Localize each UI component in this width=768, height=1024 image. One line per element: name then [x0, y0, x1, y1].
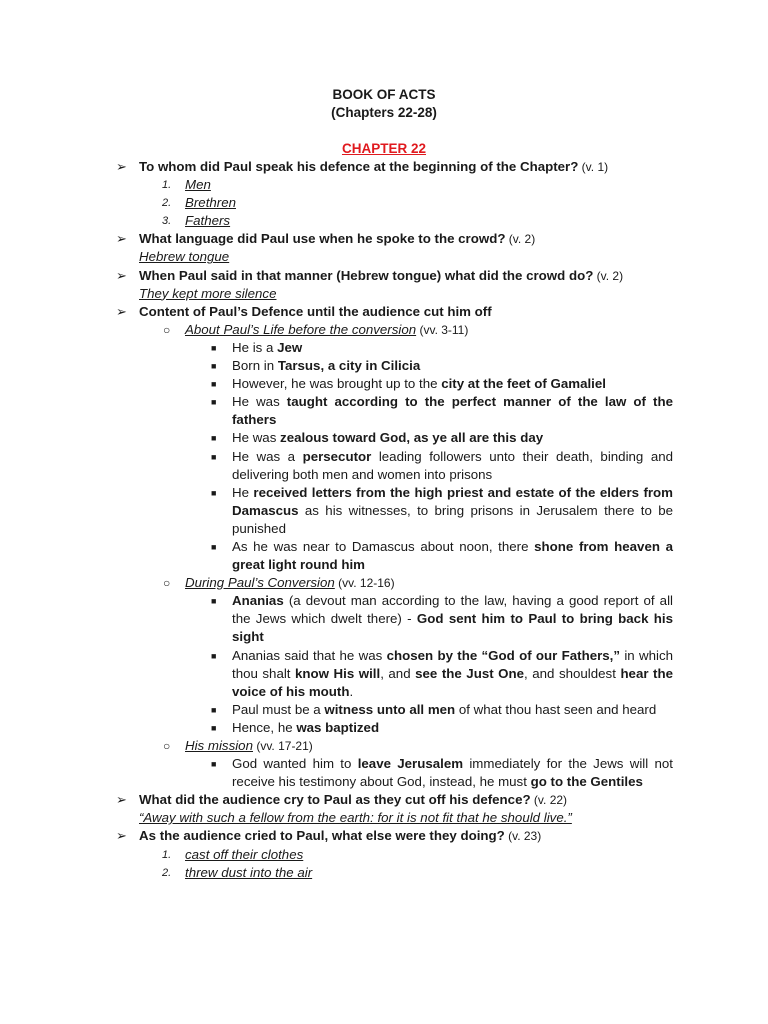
- bold-text: As the audience cried to Paul, what else were they doing?: [139, 828, 505, 844]
- body-text: Born in: [232, 358, 278, 374]
- list-number: 1.: [162, 848, 172, 861]
- chapter-heading: CHAPTER 22: [341, 141, 427, 156]
- list-number: 2.: [162, 197, 172, 210]
- bullet-item: [0, 719, 768, 737]
- bold-text: was baptized: [296, 719, 380, 735]
- answer-text: “Away with such a fellow from the earth: for it is not fit that he should live.”: [139, 810, 572, 826]
- answer-text: Brethren: [185, 195, 236, 211]
- bullet-item: [0, 484, 768, 538]
- bold-text: To whom did Paul speak his defence at the beginning of the Chapter?: [139, 159, 579, 174]
- arrow-bullet-icon: ➢: [116, 231, 127, 247]
- bullet-item: [0, 448, 768, 484]
- bullet-item: [0, 647, 768, 701]
- verse-reference: (v. 23): [504, 829, 542, 844]
- question-item: [0, 827, 768, 845]
- bullet-item: [0, 592, 768, 646]
- circle-bullet-icon: ○: [163, 576, 171, 591]
- square-bullet-icon: ■: [211, 487, 217, 498]
- section-item: [0, 321, 768, 339]
- question-item: [0, 158, 768, 176]
- bold-text: know His will: [295, 665, 381, 681]
- bullet-item: [0, 701, 768, 719]
- section-item: [0, 574, 768, 592]
- verse-reference: (vv. 17-21): [252, 739, 313, 753]
- bold-text: hear the voice of his mouth: [232, 665, 673, 699]
- arrow-bullet-icon: ➢: [116, 792, 127, 808]
- answer-text: Men: [185, 177, 211, 193]
- circle-bullet-icon: ○: [163, 739, 171, 753]
- bullet-item: [0, 393, 768, 429]
- bullet-item: [0, 429, 768, 447]
- bullet-item: [0, 755, 768, 791]
- body-text: in which thou shalt: [232, 647, 673, 681]
- bold-text: When Paul said in that manner (Hebrew tongue) what did the crowd do?: [139, 267, 594, 283]
- body-text: He: [232, 484, 254, 500]
- body-text: as his witnesses, to bring prisons in Jerusalem there to be punished: [232, 502, 673, 536]
- body-text: God wanted him to: [232, 756, 358, 772]
- question-item: [0, 791, 768, 809]
- square-bullet-icon: ■: [211, 397, 217, 408]
- arrow-bullet-icon: ➢: [116, 267, 127, 283]
- square-bullet-icon: ■: [211, 596, 217, 607]
- numbered-answer: [0, 846, 768, 864]
- bold-text: Content of Paul’s Defence until the audience cut him off: [139, 303, 492, 319]
- numbered-answer: [0, 864, 768, 882]
- body-text: of what thou hast seen and heard: [455, 701, 657, 717]
- bold-text: God sent him to Paul to bring back his sight: [232, 611, 673, 645]
- list-number: 1.: [162, 179, 172, 192]
- bold-text: Ananias: [232, 593, 284, 609]
- document-subtitle: (Chapters 22-28): [331, 105, 437, 120]
- bold-text: taught according to the perfect manner of the law of the fathers: [232, 394, 673, 428]
- bold-text: Tarsus, a city in Cilicia: [277, 358, 421, 374]
- bold-text: chosen by the “God of our Fathers,”: [386, 647, 621, 663]
- square-bullet-icon: ■: [211, 361, 217, 372]
- verse-reference: (vv. 3-11): [416, 322, 469, 337]
- answer-text: Hebrew tongue: [139, 249, 230, 265]
- outline-content: [0, 158, 768, 882]
- list-number: 3.: [162, 215, 172, 228]
- arrow-bullet-icon: ➢: [116, 159, 127, 174]
- verse-reference: (v. 2): [505, 232, 536, 247]
- body-text: , and shouldest: [524, 665, 621, 681]
- square-bullet-icon: ■: [211, 433, 217, 444]
- answer-text: cast off their clothes: [185, 846, 304, 862]
- verse-reference: (v. 22): [530, 793, 568, 808]
- bold-text: What did the audience cry to Paul as they cut off his defence?: [139, 792, 531, 808]
- square-bullet-icon: ■: [211, 541, 217, 552]
- section-item: [0, 737, 768, 755]
- body-text: He was a: [232, 448, 303, 464]
- numbered-answer: [0, 194, 768, 212]
- body-text: leading followers unto their death, binding and delivering both men and women into prisons: [232, 448, 674, 482]
- body-text: Hence, he: [232, 719, 297, 735]
- document-title: BOOK OF ACTS: [332, 87, 436, 102]
- body-text: Paul must be a: [232, 701, 325, 717]
- body-text: immediately for the Jews will not receive his testimony about God, instead, he must: [232, 756, 673, 790]
- bold-text: go to the Gentiles: [530, 774, 643, 790]
- body-text: He was: [232, 394, 287, 410]
- bullet-item: [0, 375, 768, 393]
- bullet-item: [0, 538, 768, 574]
- square-bullet-icon: ■: [211, 342, 217, 353]
- bullet-item: [0, 357, 768, 375]
- body-text: He was: [232, 430, 281, 446]
- body-text: However, he was brought up to the: [232, 376, 442, 392]
- verse-reference: (v. 1): [578, 160, 609, 174]
- bold-text: Jew: [277, 339, 303, 355]
- verse-reference: (v. 2): [593, 268, 624, 283]
- answer-text: threw dust into the air: [185, 864, 313, 880]
- bold-text: What language did Paul use when he spoke to the crowd?: [139, 231, 506, 247]
- answer-text: They kept more silence: [139, 285, 277, 301]
- arrow-bullet-icon: ➢: [116, 303, 127, 319]
- question-item: [0, 267, 768, 285]
- body-text: .: [349, 683, 354, 699]
- square-bullet-icon: ■: [211, 704, 217, 715]
- verse-reference: (vv. 12-16): [334, 576, 395, 591]
- body-text: (a devout man according to the law, having a good report of all the Jews which dwelt there) -: [232, 593, 673, 627]
- bold-text: city at the feet of Gamaliel: [441, 376, 606, 392]
- body-text: As he was near to Damascus about noon, there: [232, 538, 535, 554]
- answer-text: Fathers: [185, 213, 231, 229]
- numbered-answer: [0, 176, 768, 194]
- bold-text: witness unto all men: [324, 701, 456, 717]
- square-bullet-icon: ■: [211, 451, 217, 462]
- question-item: [0, 303, 768, 321]
- square-bullet-icon: ■: [211, 722, 217, 733]
- square-bullet-icon: ■: [211, 379, 217, 390]
- bullet-item: [0, 339, 768, 357]
- bold-text: see the Just One: [415, 665, 525, 681]
- bold-text: zealous toward God, as ye all are this day: [280, 430, 544, 446]
- arrow-bullet-icon: ➢: [116, 828, 127, 844]
- list-number: 2.: [162, 866, 172, 879]
- body-text: He is a: [232, 339, 278, 355]
- circle-bullet-icon: ○: [163, 322, 171, 337]
- square-bullet-icon: ■: [211, 650, 217, 661]
- bold-text: received letters from the high priest and estate of the elders from Damascus: [232, 484, 673, 518]
- bold-text: shone from heaven a great light round him: [232, 538, 674, 573]
- bold-text: leave Jerusalem: [357, 756, 464, 772]
- question-item: [0, 230, 768, 248]
- body-text: Ananias said that he was: [232, 647, 387, 663]
- numbered-answer: [0, 212, 768, 230]
- bold-text: persecutor: [302, 448, 372, 464]
- section-label: About Paul’s Life before the conversion: [185, 321, 417, 337]
- section-label: His mission: [185, 738, 253, 753]
- square-bullet-icon: ■: [211, 759, 217, 770]
- section-label: During Paul’s Conversion: [185, 575, 335, 591]
- body-text: , and: [380, 665, 416, 681]
